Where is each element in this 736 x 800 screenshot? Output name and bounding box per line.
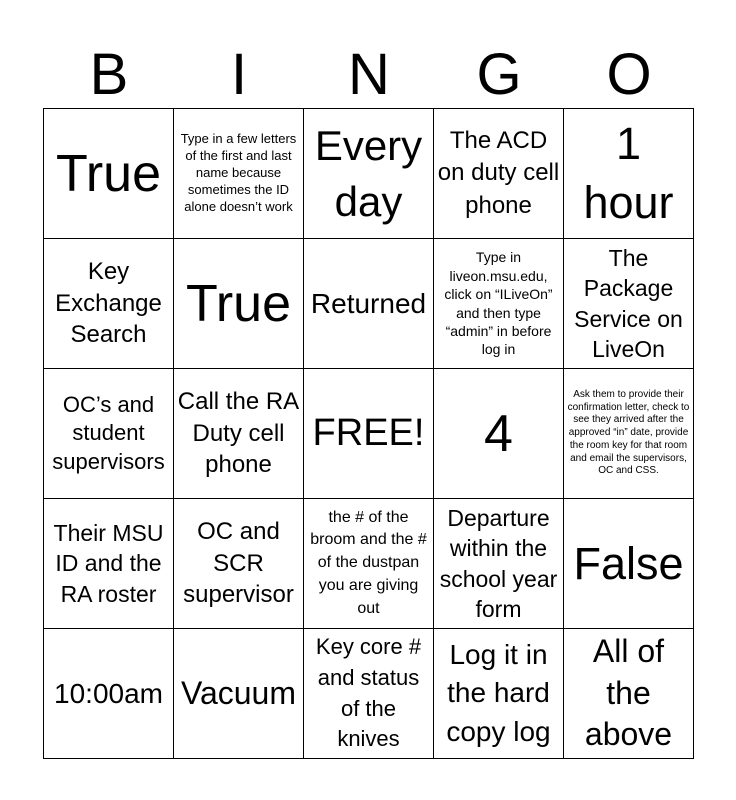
bingo-cell-text: Vacuum	[180, 675, 296, 712]
bingo-cell[interactable]	[44, 239, 174, 369]
bingo-cell[interactable]	[174, 239, 304, 369]
bingo-cell[interactable]	[174, 499, 304, 629]
board-row	[44, 239, 694, 369]
board-row	[44, 629, 694, 759]
bingo-cell-text: Every day	[314, 122, 423, 225]
bingo-cell[interactable]	[304, 499, 434, 629]
bingo-cell-text: FREE!	[312, 411, 425, 454]
header-letter-i: I	[230, 42, 248, 107]
bingo-cell-text: OC’s and student supervisors	[52, 391, 165, 474]
bingo-cell-text: Key core # and status of the knives	[315, 633, 422, 752]
header-letter-n: N	[348, 42, 390, 107]
bingo-cell[interactable]	[564, 239, 694, 369]
bingo-cell[interactable]	[174, 369, 304, 499]
bingo-cell-text: True	[186, 274, 291, 333]
bingo-cell[interactable]	[564, 499, 694, 629]
bingo-cell[interactable]	[44, 109, 174, 239]
bingo-cell-text: All of the above	[584, 633, 673, 753]
bingo-cell-text: Departure within the school year form	[439, 504, 558, 622]
bingo-cell[interactable]	[304, 369, 434, 499]
bingo-cell-text: Type in liveon.msu.edu, click on “ILiveOn” and then type “admin” in before log in	[444, 249, 553, 358]
bingo-cell[interactable]	[44, 629, 174, 759]
bingo-cell-text: 1 hour	[583, 118, 674, 228]
bingo-cell[interactable]	[564, 369, 694, 499]
bingo-cell-text: the # of the broom and the # of the dustpan you are giving out	[310, 508, 427, 617]
bingo-cell[interactable]	[434, 239, 564, 369]
bingo-cell[interactable]	[44, 499, 174, 629]
bingo-cell-text: Ask them to provide their confirmation letter, check to see they arrived after the approved “in” date, provide the room key for that room and email the supervisors, OC and CSS.	[567, 388, 690, 477]
bingo-board	[43, 108, 694, 759]
bingo-cell-text: 4	[484, 404, 513, 463]
bingo-cell[interactable]	[564, 629, 694, 759]
board-row	[44, 369, 694, 499]
bingo-cell-text: Call the RA Duty cell phone	[177, 387, 300, 479]
bingo-cell[interactable]	[304, 629, 434, 759]
bingo-cell[interactable]	[434, 499, 564, 629]
bingo-cell[interactable]	[434, 109, 564, 239]
bingo-cell-text: False	[573, 538, 684, 589]
bingo-cell[interactable]	[304, 109, 434, 239]
header-letter-o: O	[606, 42, 652, 107]
bingo-cell-text: Key Exchange Search	[55, 257, 162, 349]
bingo-cell-text: True	[56, 144, 161, 203]
bingo-cell[interactable]	[434, 629, 564, 759]
board-row	[44, 499, 694, 629]
bingo-cell-text: The ACD on duty cell phone	[437, 127, 560, 219]
bingo-cell-text: Type in a few letters of the first and last name because sometimes the ID alone doesn’t work	[180, 131, 297, 214]
bingo-cell[interactable]	[174, 109, 304, 239]
bingo-cell-text: OC and SCR supervisor	[183, 517, 294, 609]
bingo-cell-text: Returned	[310, 287, 427, 319]
bingo-cell-text: 10:00am	[54, 677, 163, 709]
bingo-cell-text: The Package Service on LiveOn	[574, 244, 683, 362]
bingo-cell[interactable]	[174, 629, 304, 759]
board-row	[44, 109, 694, 239]
bingo-cell[interactable]	[564, 109, 694, 239]
bingo-cell[interactable]	[44, 369, 174, 499]
header-letter-g: G	[476, 42, 522, 107]
bingo-cell[interactable]	[304, 239, 434, 369]
header-letter-b: B	[89, 42, 129, 107]
bingo-cell-text: Log it in the hard copy log	[446, 638, 551, 747]
bingo-cell[interactable]	[434, 369, 564, 499]
bingo-header	[44, 44, 694, 106]
bingo-cell-text: Their MSU ID and the RA roster	[53, 519, 164, 607]
